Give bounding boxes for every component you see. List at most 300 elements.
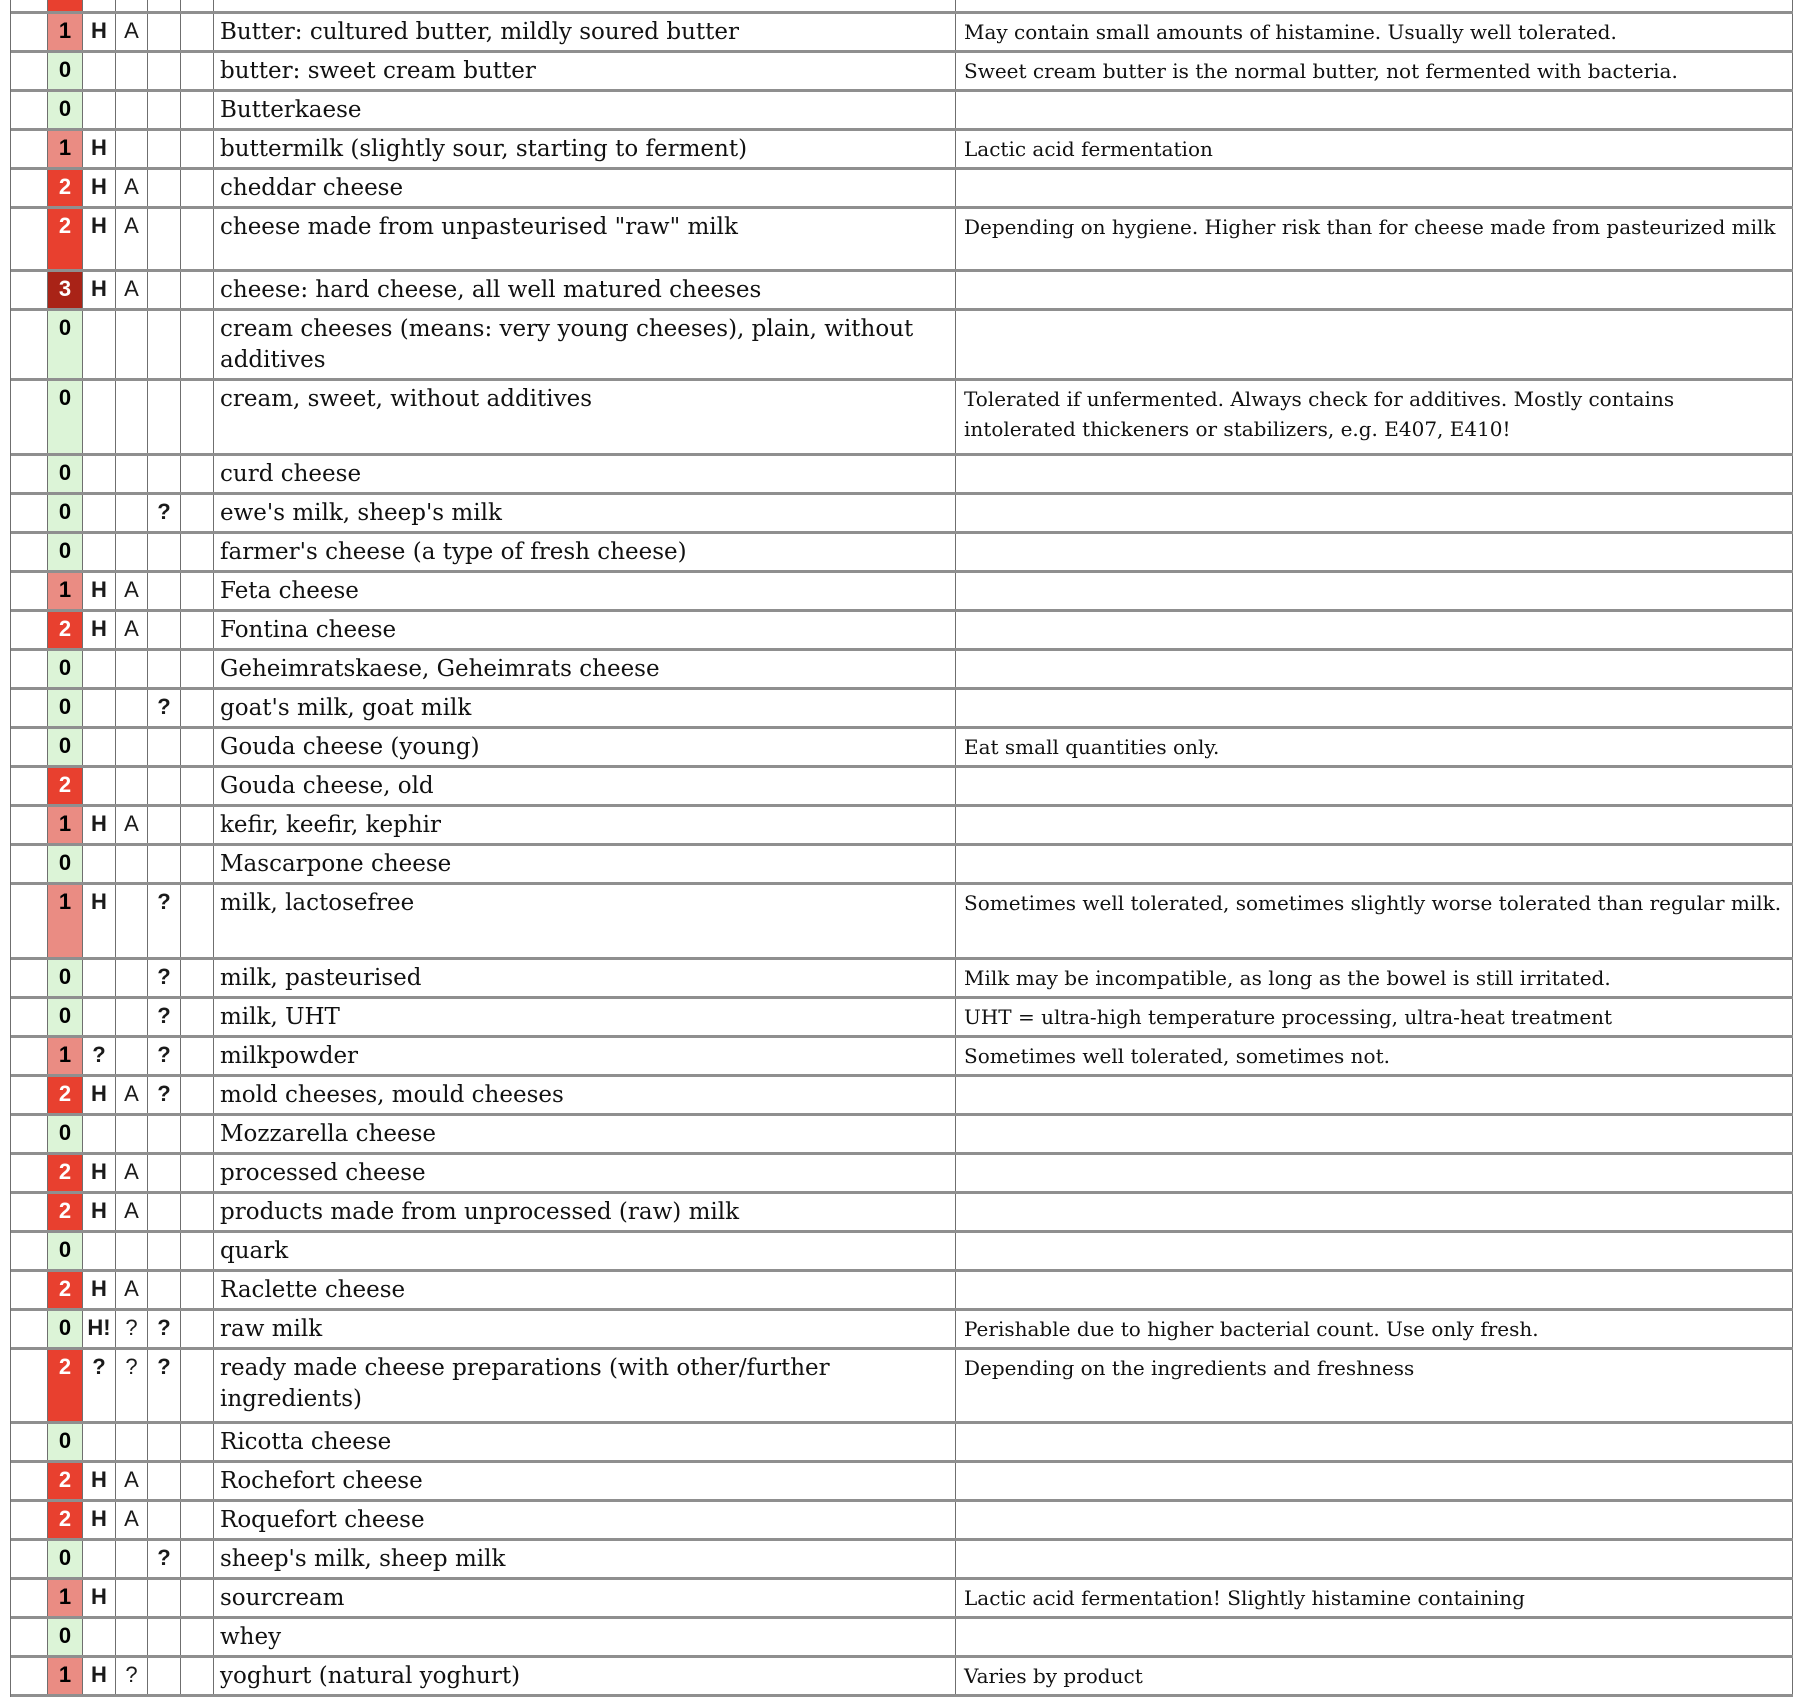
amine-flag-cell: A xyxy=(116,1155,148,1191)
row-spacer-cell xyxy=(11,846,48,882)
food-name-cell: Gouda cheese (young) xyxy=(214,729,956,765)
question-flag-cell xyxy=(148,272,181,308)
score-cell: 0 xyxy=(48,1311,83,1347)
extra-flag-cell xyxy=(181,1272,214,1308)
score-cell: 2 xyxy=(48,209,83,269)
comment-cell: Tolerated if unfermented. Always check for additives. Mostly contains intolerated thickeners or stabilizers, e.g. E407, E410! xyxy=(956,381,1793,453)
comment-cell xyxy=(956,807,1793,843)
score-cell: 2 xyxy=(48,1502,83,1538)
comment-cell: Eat small quantities only. xyxy=(956,729,1793,765)
extra-flag-cell xyxy=(181,1619,214,1655)
comment-cell xyxy=(956,1502,1793,1538)
score-cell: 0 xyxy=(48,729,83,765)
histamine-flag-cell xyxy=(83,534,116,570)
row-spacer-cell xyxy=(11,573,48,609)
score-cell xyxy=(48,0,83,11)
extra-flag-cell xyxy=(181,1580,214,1616)
amine-flag-cell: A xyxy=(116,573,148,609)
food-name-cell: buttermilk (slightly sour, starting to ferment) xyxy=(214,131,956,167)
amine-flag-cell xyxy=(116,651,148,687)
comment-cell xyxy=(956,690,1793,726)
histamine-flag-cell xyxy=(83,0,116,11)
score-cell: 1 xyxy=(48,14,83,50)
food-name-cell: processed cheese xyxy=(214,1155,956,1191)
score-cell: 0 xyxy=(48,381,83,453)
comment-cell: Milk may be incompatible, as long as the bowel is still irritated. xyxy=(956,960,1793,996)
histamine-flag-cell: H xyxy=(83,1463,116,1499)
table-row xyxy=(11,768,1793,807)
score-cell: 0 xyxy=(48,1116,83,1152)
extra-flag-cell xyxy=(181,1350,214,1421)
comment-cell xyxy=(956,1272,1793,1308)
extra-flag-cell xyxy=(181,1194,214,1230)
score-cell: 0 xyxy=(48,534,83,570)
food-name-cell: Fontina cheese xyxy=(214,612,956,648)
table-row xyxy=(11,170,1793,209)
table-row xyxy=(11,1194,1793,1233)
comment-cell xyxy=(956,612,1793,648)
extra-flag-cell xyxy=(181,768,214,804)
histamine-flag-cell xyxy=(83,729,116,765)
amine-flag-cell xyxy=(116,960,148,996)
table-row xyxy=(11,1580,1793,1619)
comment-cell: Sometimes well tolerated, sometimes slightly worse tolerated than regular milk. xyxy=(956,885,1793,957)
histamine-flag-cell xyxy=(83,1619,116,1655)
question-flag-cell: ? xyxy=(148,960,181,996)
extra-flag-cell xyxy=(181,729,214,765)
row-spacer-cell xyxy=(11,1580,48,1616)
question-flag-cell xyxy=(148,1272,181,1308)
amine-flag-cell xyxy=(116,729,148,765)
histamine-flag-cell: H xyxy=(83,1658,116,1694)
question-flag-cell xyxy=(148,1155,181,1191)
score-cell: 0 xyxy=(48,999,83,1035)
table-row xyxy=(11,14,1793,53)
row-spacer-cell xyxy=(11,1155,48,1191)
extra-flag-cell xyxy=(181,1658,214,1694)
histamine-flag-cell xyxy=(83,846,116,882)
food-name-cell: goat's milk, goat milk xyxy=(214,690,956,726)
food-name-cell: Butter: cultured butter, mildly soured butter xyxy=(214,14,956,50)
histamine-flag-cell: H xyxy=(83,1194,116,1230)
histamine-flag-cell: H xyxy=(83,1580,116,1616)
histamine-flag-cell: H xyxy=(83,1077,116,1113)
extra-flag-cell xyxy=(181,1502,214,1538)
question-flag-cell xyxy=(148,1619,181,1655)
question-flag-cell: ? xyxy=(148,1077,181,1113)
row-spacer-cell xyxy=(11,1424,48,1460)
row-spacer-cell xyxy=(11,690,48,726)
amine-flag-cell xyxy=(116,1038,148,1074)
comment-cell xyxy=(956,456,1793,492)
amine-flag-cell xyxy=(116,1580,148,1616)
score-cell: 1 xyxy=(48,1038,83,1074)
row-spacer-cell xyxy=(11,170,48,206)
question-flag-cell xyxy=(148,1424,181,1460)
question-flag-cell xyxy=(148,1658,181,1694)
table-row xyxy=(11,1038,1793,1077)
comment-cell: Depending on the ingredients and freshness xyxy=(956,1350,1793,1421)
amine-flag-cell: A xyxy=(116,209,148,269)
amine-flag-cell xyxy=(116,768,148,804)
food-name-cell: milk, UHT xyxy=(214,999,956,1035)
extra-flag-cell xyxy=(181,53,214,89)
food-compatibility-table xyxy=(10,0,1793,1697)
question-flag-cell xyxy=(148,0,181,11)
food-name-cell: milk, pasteurised xyxy=(214,960,956,996)
food-name-cell: milk, lactosefree xyxy=(214,885,956,957)
question-flag-cell xyxy=(148,1194,181,1230)
extra-flag-cell xyxy=(181,846,214,882)
amine-flag-cell: A xyxy=(116,170,148,206)
histamine-flag-cell: H xyxy=(83,14,116,50)
histamine-flag-cell: H xyxy=(83,612,116,648)
amine-flag-cell: A xyxy=(116,807,148,843)
question-flag-cell: ? xyxy=(148,1311,181,1347)
comment-cell xyxy=(956,534,1793,570)
comment-cell: Depending on hygiene. Higher risk than for cheese made from pasteurized milk xyxy=(956,209,1793,269)
table-row xyxy=(11,1350,1793,1424)
histamine-flag-cell: H xyxy=(83,885,116,957)
histamine-flag-cell: H xyxy=(83,1502,116,1538)
food-name-cell: Gouda cheese, old xyxy=(214,768,956,804)
question-flag-cell: ? xyxy=(148,690,181,726)
comment-cell xyxy=(956,92,1793,128)
row-spacer-cell xyxy=(11,1463,48,1499)
score-cell: 2 xyxy=(48,1155,83,1191)
comment-cell xyxy=(956,1541,1793,1577)
amine-flag-cell: ? xyxy=(116,1311,148,1347)
comment-cell: Perishable due to higher bacterial count. Use only fresh. xyxy=(956,1311,1793,1347)
histamine-flag-cell xyxy=(83,690,116,726)
table-row xyxy=(11,807,1793,846)
score-cell: 1 xyxy=(48,807,83,843)
food-name-cell: ready made cheese preparations (with other/further ingredients) xyxy=(214,1350,956,1421)
question-flag-cell xyxy=(148,170,181,206)
extra-flag-cell xyxy=(181,573,214,609)
histamine-flag-cell: H xyxy=(83,131,116,167)
extra-flag-cell xyxy=(181,456,214,492)
table-row xyxy=(11,1077,1793,1116)
extra-flag-cell xyxy=(181,1038,214,1074)
question-flag-cell: ? xyxy=(148,495,181,531)
comment-cell xyxy=(956,170,1793,206)
comment-cell xyxy=(956,1463,1793,1499)
score-cell: 0 xyxy=(48,1541,83,1577)
question-flag-cell xyxy=(148,209,181,269)
food-name-cell: ewe's milk, sheep's milk xyxy=(214,495,956,531)
extra-flag-cell xyxy=(181,131,214,167)
question-flag-cell: ? xyxy=(148,1350,181,1421)
histamine-flag-cell xyxy=(83,311,116,378)
extra-flag-cell xyxy=(181,170,214,206)
score-cell: 0 xyxy=(48,495,83,531)
question-flag-cell xyxy=(148,534,181,570)
table-row xyxy=(11,999,1793,1038)
table-row xyxy=(11,131,1793,170)
table-row xyxy=(11,612,1793,651)
table-row xyxy=(11,209,1793,272)
score-cell: 0 xyxy=(48,1233,83,1269)
score-cell: 3 xyxy=(48,272,83,308)
question-flag-cell: ? xyxy=(148,885,181,957)
score-cell: 0 xyxy=(48,1424,83,1460)
extra-flag-cell xyxy=(181,272,214,308)
row-spacer-cell xyxy=(11,1077,48,1113)
score-cell: 2 xyxy=(48,1194,83,1230)
food-name-cell: Geheimratskaese, Geheimrats cheese xyxy=(214,651,956,687)
amine-flag-cell xyxy=(116,1619,148,1655)
question-flag-cell xyxy=(148,14,181,50)
food-name-cell: Butterkaese xyxy=(214,92,956,128)
food-name-cell: products made from unprocessed (raw) milk xyxy=(214,1194,956,1230)
row-spacer-cell xyxy=(11,1116,48,1152)
table-row xyxy=(11,381,1793,456)
food-name-cell: cream, sweet, without additives xyxy=(214,381,956,453)
comment-cell xyxy=(956,1233,1793,1269)
score-cell: 1 xyxy=(48,885,83,957)
comment-cell xyxy=(956,1116,1793,1152)
histamine-flag-cell xyxy=(83,1424,116,1460)
histamine-flag-cell: H xyxy=(83,272,116,308)
histamine-flag-cell: H xyxy=(83,807,116,843)
histamine-flag-cell xyxy=(83,999,116,1035)
score-cell: 1 xyxy=(48,131,83,167)
extra-flag-cell xyxy=(181,690,214,726)
food-name-cell: cheese made from unpasteurised "raw" milk xyxy=(214,209,956,269)
histamine-flag-cell: H xyxy=(83,1272,116,1308)
score-cell: 2 xyxy=(48,1350,83,1421)
row-spacer-cell xyxy=(11,92,48,128)
histamine-flag-cell: ? xyxy=(83,1038,116,1074)
comment-cell xyxy=(956,768,1793,804)
question-flag-cell xyxy=(148,1463,181,1499)
score-cell: 2 xyxy=(48,1463,83,1499)
histamine-flag-cell xyxy=(83,456,116,492)
row-spacer-cell xyxy=(11,885,48,957)
extra-flag-cell xyxy=(181,999,214,1035)
comment-cell xyxy=(956,495,1793,531)
amine-flag-cell: A xyxy=(116,1272,148,1308)
amine-flag-cell xyxy=(116,456,148,492)
row-spacer-cell xyxy=(11,0,48,11)
food-name-cell: quark xyxy=(214,1233,956,1269)
comment-cell xyxy=(956,0,1793,11)
table-row xyxy=(11,729,1793,768)
food-name-cell: raw milk xyxy=(214,1311,956,1347)
extra-flag-cell xyxy=(181,1116,214,1152)
table-row xyxy=(11,1116,1793,1155)
comment-cell: Varies by product xyxy=(956,1658,1793,1694)
row-spacer-cell xyxy=(11,1194,48,1230)
table-row xyxy=(11,1658,1793,1697)
row-spacer-cell xyxy=(11,495,48,531)
comment-cell: Sometimes well tolerated, sometimes not. xyxy=(956,1038,1793,1074)
amine-flag-cell xyxy=(116,1424,148,1460)
extra-flag-cell xyxy=(181,495,214,531)
row-spacer-cell xyxy=(11,1233,48,1269)
histamine-flag-cell: H xyxy=(83,209,116,269)
amine-flag-cell xyxy=(116,381,148,453)
amine-flag-cell xyxy=(116,0,148,11)
table-row xyxy=(11,1619,1793,1658)
food-name-cell: whey xyxy=(214,1619,956,1655)
question-flag-cell xyxy=(148,131,181,167)
score-cell: 1 xyxy=(48,1580,83,1616)
extra-flag-cell xyxy=(181,1463,214,1499)
amine-flag-cell: A xyxy=(116,1502,148,1538)
extra-flag-cell xyxy=(181,1541,214,1577)
score-cell: 2 xyxy=(48,1272,83,1308)
row-spacer-cell xyxy=(11,651,48,687)
amine-flag-cell: A xyxy=(116,14,148,50)
table-row xyxy=(11,573,1793,612)
score-cell: 2 xyxy=(48,1077,83,1113)
score-cell: 2 xyxy=(48,612,83,648)
table-row xyxy=(11,53,1793,92)
question-flag-cell xyxy=(148,381,181,453)
extra-flag-cell xyxy=(181,311,214,378)
extra-flag-cell xyxy=(181,381,214,453)
amine-flag-cell xyxy=(116,885,148,957)
food-name-cell: Roquefort cheese xyxy=(214,1502,956,1538)
question-flag-cell xyxy=(148,1580,181,1616)
row-spacer-cell xyxy=(11,1541,48,1577)
row-spacer-cell xyxy=(11,1502,48,1538)
table-row xyxy=(11,1502,1793,1541)
row-spacer-cell xyxy=(11,209,48,269)
comment-cell: UHT = ultra-high temperature processing, ultra-heat treatment xyxy=(956,999,1793,1035)
row-spacer-cell xyxy=(11,999,48,1035)
comment-cell xyxy=(956,311,1793,378)
food-name-cell: Mozzarella cheese xyxy=(214,1116,956,1152)
food-name-cell xyxy=(214,0,956,11)
table-row xyxy=(11,534,1793,573)
food-name-cell: butter: sweet cream butter xyxy=(214,53,956,89)
question-flag-cell xyxy=(148,1116,181,1152)
table-row xyxy=(11,1233,1793,1272)
histamine-flag-cell xyxy=(83,960,116,996)
amine-flag-cell xyxy=(116,92,148,128)
histamine-flag-cell: H xyxy=(83,1155,116,1191)
question-flag-cell xyxy=(148,651,181,687)
row-spacer-cell xyxy=(11,807,48,843)
histamine-flag-cell: H! xyxy=(83,1311,116,1347)
food-name-cell: Raclette cheese xyxy=(214,1272,956,1308)
amine-flag-cell: ? xyxy=(116,1658,148,1694)
food-name-cell: milkpowder xyxy=(214,1038,956,1074)
row-spacer-cell xyxy=(11,1311,48,1347)
score-cell: 0 xyxy=(48,1619,83,1655)
score-cell: 0 xyxy=(48,960,83,996)
amine-flag-cell xyxy=(116,311,148,378)
histamine-flag-cell xyxy=(83,651,116,687)
amine-flag-cell: ? xyxy=(116,1350,148,1421)
extra-flag-cell xyxy=(181,534,214,570)
row-spacer-cell xyxy=(11,381,48,453)
extra-flag-cell xyxy=(181,0,214,11)
extra-flag-cell xyxy=(181,885,214,957)
histamine-flag-cell xyxy=(83,768,116,804)
table-row xyxy=(11,1272,1793,1311)
food-name-cell: Rochefort cheese xyxy=(214,1463,956,1499)
food-name-cell: cream cheeses (means: very young cheeses), plain, without additives xyxy=(214,311,956,378)
food-name-cell: yoghurt (natural yoghurt) xyxy=(214,1658,956,1694)
table-row xyxy=(11,456,1793,495)
score-cell: 0 xyxy=(48,846,83,882)
row-spacer-cell xyxy=(11,456,48,492)
score-cell: 0 xyxy=(48,53,83,89)
histamine-flag-cell xyxy=(83,495,116,531)
question-flag-cell: ? xyxy=(148,999,181,1035)
histamine-flag-cell xyxy=(83,381,116,453)
amine-flag-cell xyxy=(116,999,148,1035)
amine-flag-cell xyxy=(116,690,148,726)
question-flag-cell xyxy=(148,311,181,378)
table-row xyxy=(11,1541,1793,1580)
question-flag-cell xyxy=(148,456,181,492)
amine-flag-cell xyxy=(116,1233,148,1269)
table-row xyxy=(11,1463,1793,1502)
score-cell: 0 xyxy=(48,690,83,726)
score-cell: 0 xyxy=(48,651,83,687)
food-name-cell: kefir, keefir, kephir xyxy=(214,807,956,843)
comment-cell xyxy=(956,1077,1793,1113)
food-name-cell: Feta cheese xyxy=(214,573,956,609)
question-flag-cell xyxy=(148,729,181,765)
row-spacer-cell xyxy=(11,1658,48,1694)
table-row xyxy=(11,495,1793,534)
score-cell: 2 xyxy=(48,768,83,804)
food-name-cell: sourcream xyxy=(214,1580,956,1616)
amine-flag-cell xyxy=(116,53,148,89)
extra-flag-cell xyxy=(181,1155,214,1191)
comment-cell xyxy=(956,272,1793,308)
row-spacer-cell xyxy=(11,729,48,765)
question-flag-cell xyxy=(148,573,181,609)
histamine-flag-cell xyxy=(83,1233,116,1269)
food-name-cell: Ricotta cheese xyxy=(214,1424,956,1460)
row-spacer-cell xyxy=(11,311,48,378)
row-spacer-cell xyxy=(11,1272,48,1308)
table-row xyxy=(11,0,1793,14)
amine-flag-cell xyxy=(116,846,148,882)
extra-flag-cell xyxy=(181,1424,214,1460)
extra-flag-cell xyxy=(181,612,214,648)
amine-flag-cell: A xyxy=(116,1077,148,1113)
amine-flag-cell: A xyxy=(116,1463,148,1499)
amine-flag-cell xyxy=(116,131,148,167)
extra-flag-cell xyxy=(181,807,214,843)
row-spacer-cell xyxy=(11,612,48,648)
score-cell: 0 xyxy=(48,92,83,128)
amine-flag-cell xyxy=(116,534,148,570)
table-row xyxy=(11,92,1793,131)
histamine-flag-cell xyxy=(83,1116,116,1152)
extra-flag-cell xyxy=(181,1233,214,1269)
score-cell: 0 xyxy=(48,311,83,378)
question-flag-cell xyxy=(148,768,181,804)
food-name-cell: mold cheeses, mould cheeses xyxy=(214,1077,956,1113)
table-row xyxy=(11,272,1793,311)
row-spacer-cell xyxy=(11,1350,48,1421)
question-flag-cell: ? xyxy=(148,1038,181,1074)
extra-flag-cell xyxy=(181,92,214,128)
food-name-cell: curd cheese xyxy=(214,456,956,492)
question-flag-cell xyxy=(148,92,181,128)
table-row xyxy=(11,1311,1793,1350)
row-spacer-cell xyxy=(11,1038,48,1074)
